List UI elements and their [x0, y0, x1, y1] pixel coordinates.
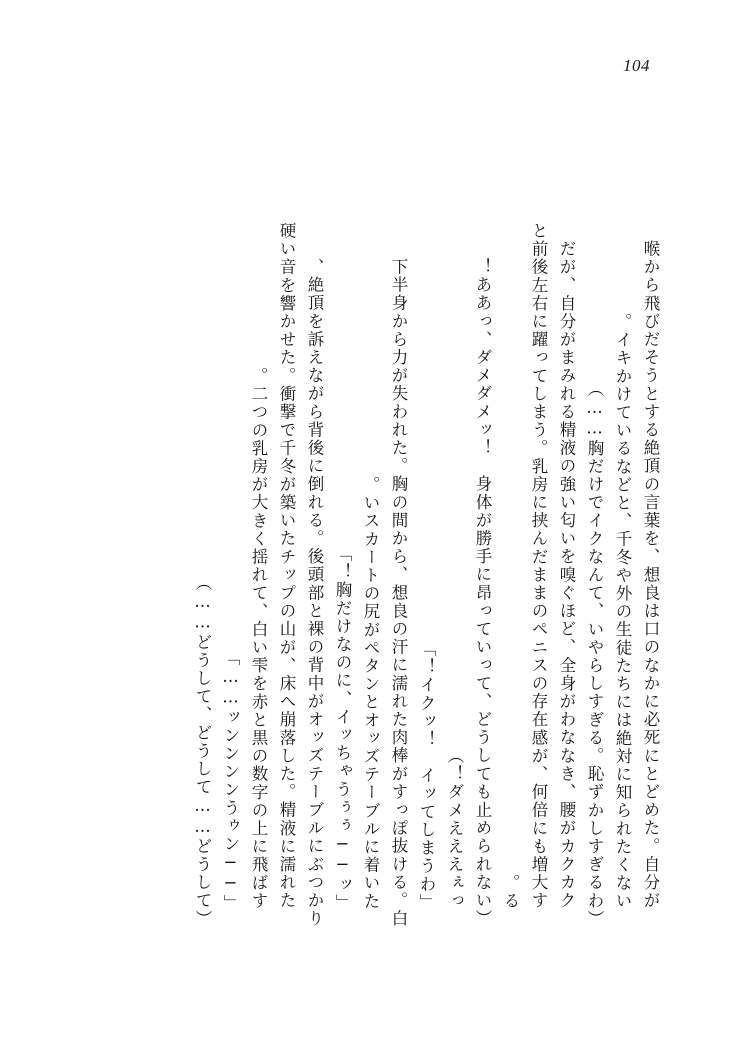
text-column: だが、自分がまみれる精液の強い匂いを嗅ぐほど、全身がわななき、腰がカクカク [557, 240, 576, 910]
text-column: （胸だけでイクなんて、いやらしすぎる。恥ずかしすぎるわ……） [585, 379, 604, 928]
text-column: 喉から飛びだそうとする絶頂の言葉を、想良は口のなかに必死にとどめた。自分が [641, 240, 660, 910]
text-column: 絶頂を訴えながら背後に倒れる。後頭部と裸の背中がオッズテーブルにぶつかり、 [305, 258, 324, 928]
vertical-text-block [98, 110, 660, 928]
text-column: イキかけているなどと、千冬や外の生徒たちには絶対に知られたくない。 [613, 312, 632, 910]
page-number: 104 [623, 56, 650, 75]
text-column: （どうして、どうして……どうして……） [193, 574, 212, 928]
text-column: 「胸だけなのに、イッちゃうぅぅ──ッ！」 [333, 544, 352, 912]
text-column: いスカートの尻がペタンとオッズテーブルに着いた。 [361, 475, 380, 910]
text-column: ダメえええぇっ！） [445, 747, 464, 910]
text-column: と前後左右に躍ってしまう。乳房に挟んだままのペニスの存在感が、何倍にも増大す [529, 222, 548, 910]
text-column: 硬い音を響かせた。衝撃で千冬が築いたチップの山が、床へ崩落した。精液に濡れた [277, 222, 296, 910]
text-column: 下半身から力が失われた。胸の間から、想良の汗に濡れた肉棒がすっぽ抜ける。白 [389, 258, 408, 928]
text-column: 「イクッ！ イッてしまうわ！」 [417, 640, 436, 912]
text-column: 「──ッンンンンうゥン……」 [221, 648, 240, 912]
text-column: （ああっ、ダメダメッ！ 身体が勝手に昂っていって、どうしても止められない！ [473, 258, 492, 928]
text-column: る。 [501, 873, 520, 910]
text-column: 二つの乳房が大きく揺れて、白い雫を赤と黒の数字の上に飛ばす。 [249, 366, 268, 910]
